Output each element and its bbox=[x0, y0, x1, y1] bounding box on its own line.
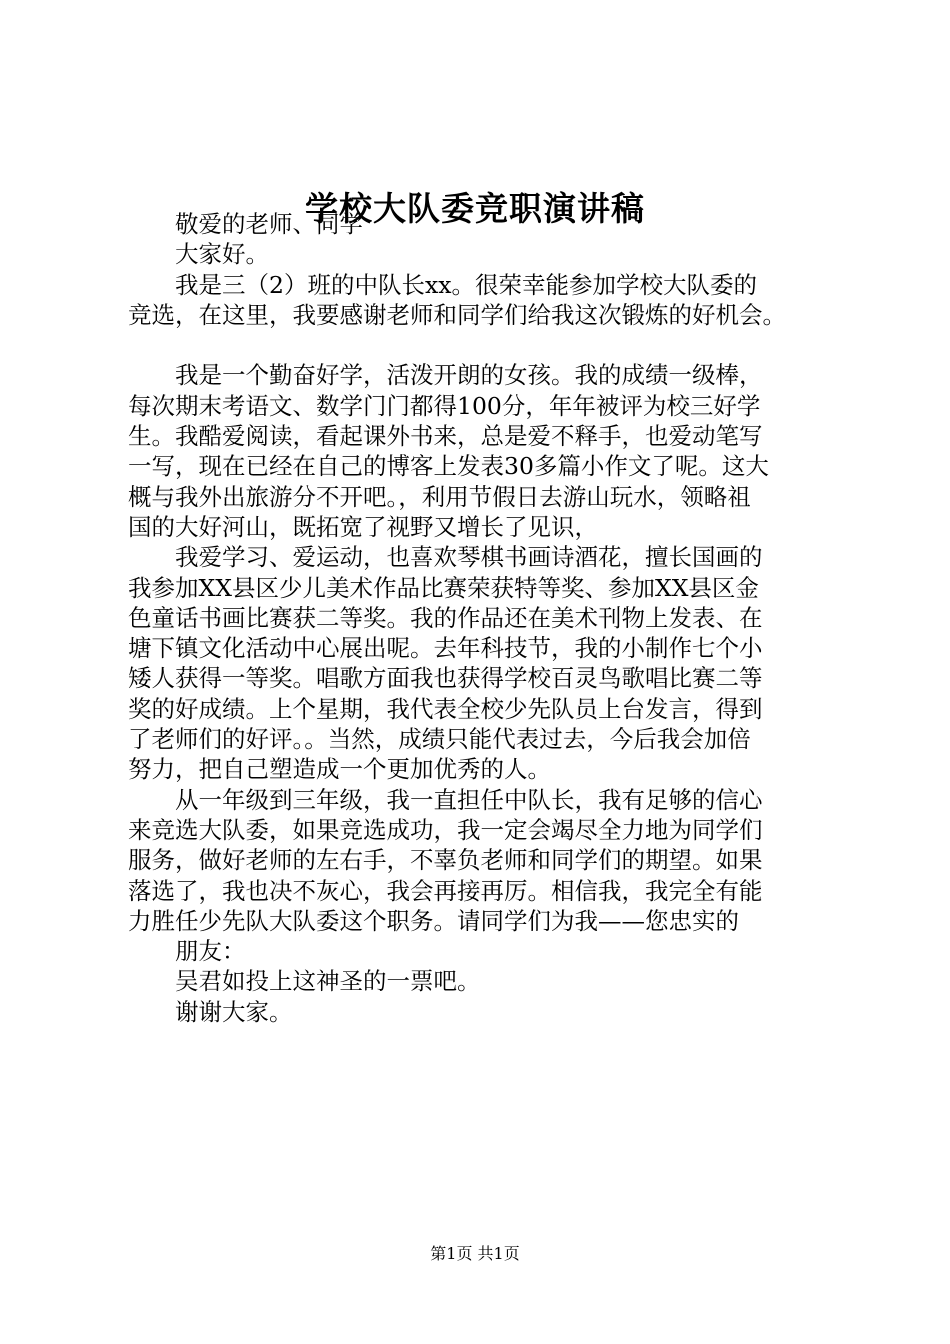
paragraph-line: 了老师们的好评。。当然，成绩只能代表过去，今后我会加倍 bbox=[128, 725, 751, 754]
page-footer: 第1页 共1页 bbox=[430, 1244, 520, 1263]
paragraph-line: 塘下镇文化活动中心展出呢。去年科技节，我的小制作七个小 bbox=[128, 634, 763, 663]
paragraph-line: 落选了，我也决不灰心，我会再接再厉。相信我，我完全有能 bbox=[128, 876, 763, 905]
paragraph-line: 力胜任少先队大队委这个职务。请同学们为我——您忠实的 bbox=[128, 906, 739, 935]
paragraph-line: 谢谢大家。 bbox=[175, 997, 293, 1026]
paragraph-line: 矮人获得一等奖。唱歌方面我也获得学校百灵鸟歌唱比赛二等 bbox=[128, 664, 763, 693]
paragraph-line: 概与我外出旅游分不开吧。，利用节假日去游山玩水，领略祖 bbox=[128, 482, 751, 511]
paragraph-line: 每次期末考语文、数学门门都得100分，年年被评为校三好学 bbox=[128, 391, 761, 420]
paragraph-line: 敬爱的老师、同学 bbox=[175, 210, 363, 238]
paragraph-line: 奖的好成绩。上个星期，我代表全校少先队员上台发言，得到 bbox=[128, 694, 763, 723]
paragraph-line: 竞选，在这里，我要感谢老师和同学们给我这次锻炼的好机会。 bbox=[128, 300, 786, 329]
paragraph-line: 朋友： bbox=[175, 937, 246, 966]
paragraph-line: 服务，做好老师的左右手，不辜负老师和同学们的期望。如果 bbox=[128, 846, 763, 875]
document-body bbox=[128, 209, 838, 1027]
paragraph-line: 国的大好河山，既拓宽了视野又增长了见识， bbox=[128, 512, 598, 541]
paragraph-line: 生。我酷爱阅读，看起课外书来，总是爱不释手，也爱动笔写 bbox=[128, 422, 763, 451]
document-title: 学校大队委竞职演讲稿 bbox=[305, 189, 645, 228]
paragraph-line: 吴君如投上这神圣的一票吧。 bbox=[175, 967, 481, 996]
blank-line bbox=[128, 330, 838, 360]
paragraph-line: 我爱学习、爱运动，也喜欢琴棋书画诗酒花，擅长国画的 bbox=[175, 543, 763, 572]
paragraph-line: 来竞选大队委，如果竞选成功，我一定会竭尽全力地为同学们 bbox=[128, 815, 763, 844]
paragraph-line: 我是一个勤奋好学，活泼开朗的女孩。我的成绩一级棒， bbox=[175, 361, 763, 390]
paragraph-line: 从一年级到三年级，我一直担任中队长，我有足够的信心 bbox=[175, 785, 763, 814]
paragraph-line: 一写，现在已经在自己的博客上发表30多篇小作文了呢。这大 bbox=[128, 452, 769, 481]
paragraph-line: 色童话书画比赛获二等奖。我的作品还在美术刊物上发表、在 bbox=[128, 603, 763, 632]
paragraph-line: 大家好。 bbox=[175, 240, 269, 269]
paragraph-line: 我是三（2）班的中队长xx。很荣幸能参加学校大队委的 bbox=[175, 270, 757, 299]
paragraph-line: 我参加XX县区少儿美术作品比赛荣获特等奖、参加XX县区金 bbox=[128, 573, 759, 602]
paragraph-line: 努力，把自己塑造成一个更加优秀的人。 bbox=[128, 755, 551, 784]
